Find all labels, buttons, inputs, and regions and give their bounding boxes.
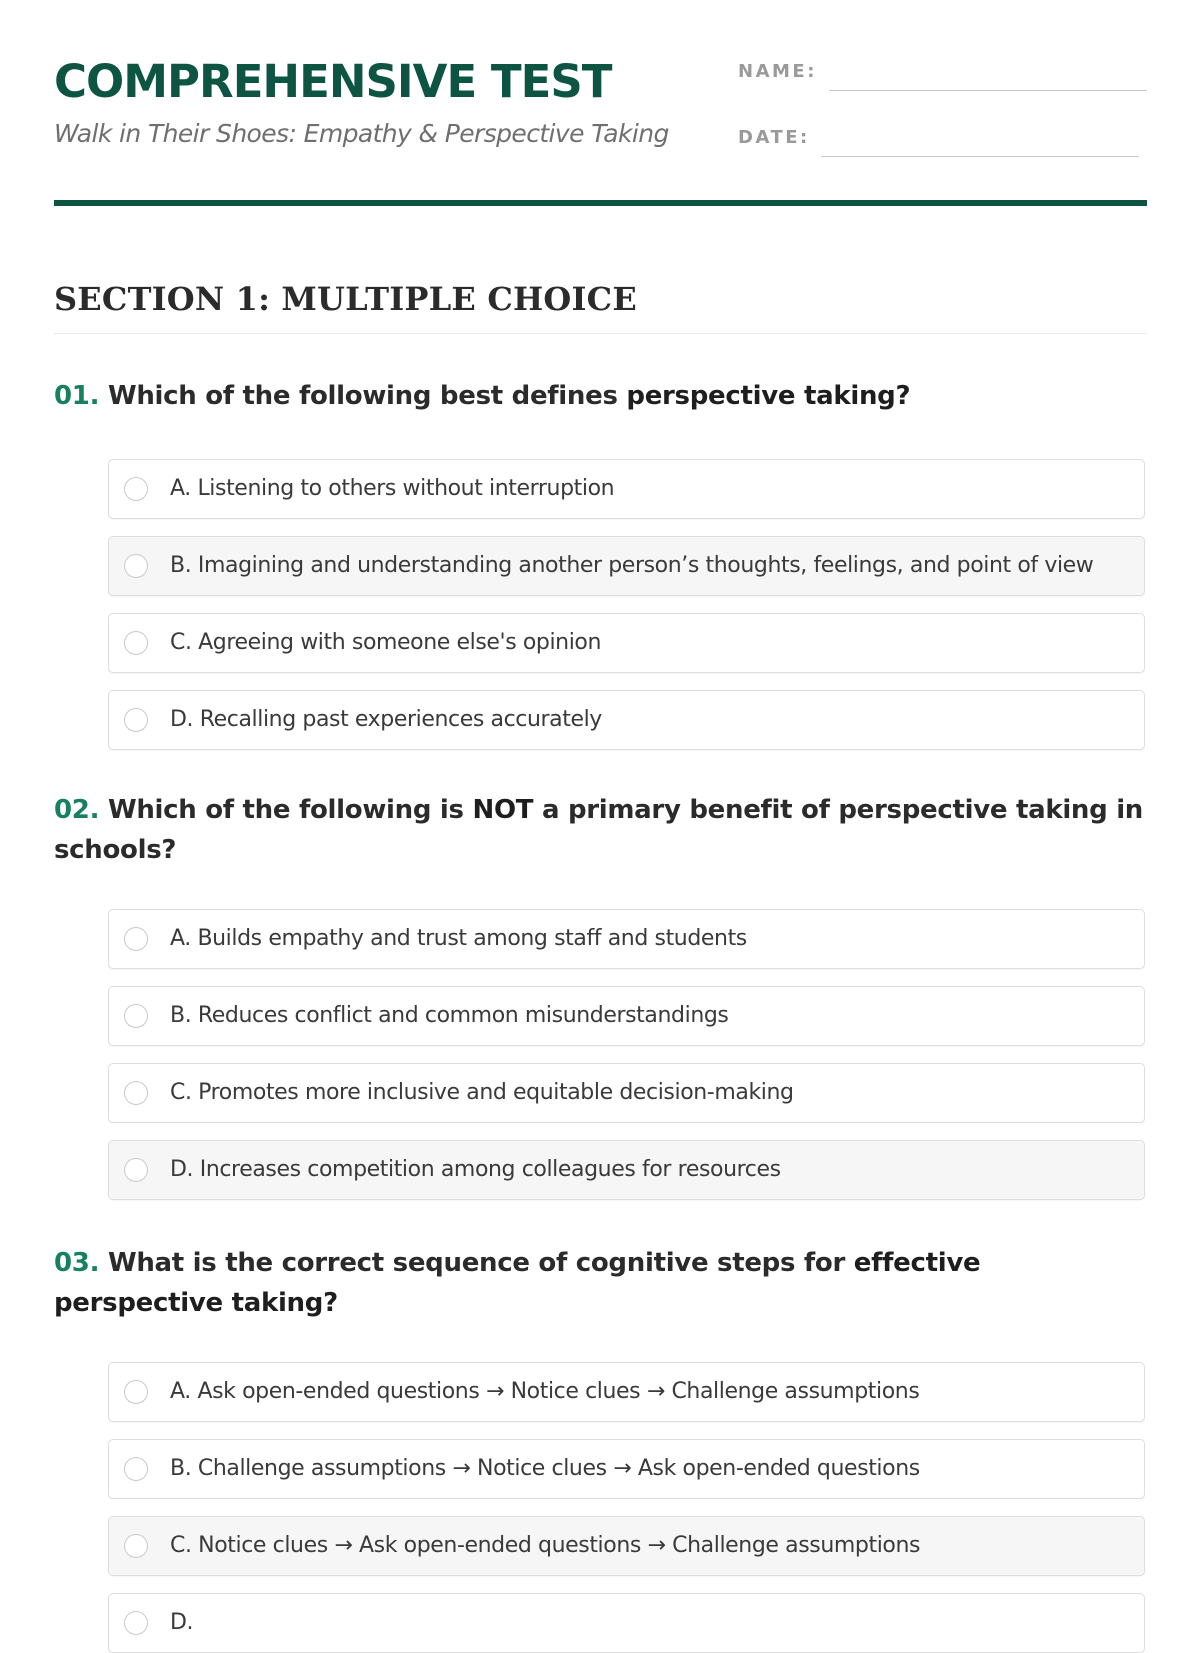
option-label: B. Reduces conflict and common misunderstandings [170, 1003, 729, 1028]
question-text [54, 376, 1147, 416]
option-d[interactable] [108, 690, 1145, 750]
option-c[interactable] [108, 1063, 1145, 1123]
name-field[interactable] [829, 90, 1147, 91]
question-stem: Which of the following best defines [107, 381, 618, 411]
radio-button[interactable] [124, 708, 148, 732]
question-2 [54, 790, 1147, 1182]
question-emphasis: perspective taking? [626, 381, 911, 411]
radio-button[interactable] [124, 631, 148, 655]
test-subtitle: Walk in Their Shoes: Empathy & Perspective Taking [54, 119, 669, 148]
option-d[interactable] [108, 1593, 1145, 1653]
option-b[interactable] [108, 536, 1145, 596]
question-1 [54, 376, 1147, 732]
option-label: A. Builds empathy and trust among staff and students [170, 926, 747, 951]
option-a[interactable] [108, 909, 1145, 969]
section-divider [54, 333, 1147, 334]
question-stem-end: a primary benefit of perspective taking in schools? [54, 795, 1144, 865]
option-a[interactable] [108, 459, 1145, 519]
option-label: B. Challenge assumptions → Notice clues → Ask open-ended questions [170, 1456, 920, 1481]
radio-button[interactable] [124, 1457, 148, 1481]
question-text [54, 790, 1147, 870]
option-d[interactable] [108, 1140, 1145, 1200]
radio-button[interactable] [124, 927, 148, 951]
option-label: D. [170, 1610, 194, 1635]
section-title: SECTION 1: MULTIPLE CHOICE [54, 280, 637, 318]
radio-button[interactable] [124, 1004, 148, 1028]
radio-button[interactable] [124, 477, 148, 501]
option-b[interactable] [108, 1439, 1145, 1499]
date-field[interactable] [821, 156, 1139, 157]
option-a[interactable] [108, 1362, 1145, 1422]
radio-button[interactable] [124, 1081, 148, 1105]
test-header [54, 0, 1147, 208]
radio-button[interactable] [124, 1380, 148, 1404]
question-emphasis: NOT [472, 795, 534, 825]
question-text [54, 1243, 1147, 1323]
question-stem: What is the correct sequence of cognitive steps for [107, 1248, 846, 1278]
radio-button[interactable] [124, 1534, 148, 1558]
question-number: 02. [54, 795, 100, 825]
option-c[interactable] [108, 1516, 1145, 1576]
question-number: 03. [54, 1248, 100, 1278]
question-stem: Which of the following is [107, 795, 464, 825]
date-label: DATE: [738, 127, 810, 148]
name-label: NAME: [738, 61, 817, 82]
option-label: A. Listening to others without interruption [170, 476, 615, 501]
option-c[interactable] [108, 613, 1145, 673]
question-number: 01. [54, 381, 100, 411]
question-3 [54, 1243, 1147, 1635]
option-label: C. Promotes more inclusive and equitable decision-making [170, 1080, 794, 1105]
question-emphasis: effective perspective taking? [54, 1248, 981, 1318]
header-divider [54, 200, 1147, 206]
test-title: COMPREHENSIVE TEST [54, 55, 612, 108]
option-label: D. Increases competition among colleagues for resources [170, 1157, 781, 1182]
option-label: C. Agreeing with someone else's opinion [170, 630, 602, 655]
option-label: D. Recalling past experiences accurately [170, 707, 602, 732]
radio-button[interactable] [124, 1158, 148, 1182]
option-b[interactable] [108, 986, 1145, 1046]
test-page [54, 0, 1147, 1635]
radio-button[interactable] [124, 1611, 148, 1635]
option-label: A. Ask open-ended questions → Notice clues → Challenge assumptions [170, 1379, 920, 1404]
radio-button[interactable] [124, 554, 148, 578]
option-label: C. Notice clues → Ask open-ended questions → Challenge assumptions [170, 1533, 921, 1558]
option-label: B. Imagining and understanding another person’s thoughts, feelings, and point of view [170, 553, 1094, 578]
